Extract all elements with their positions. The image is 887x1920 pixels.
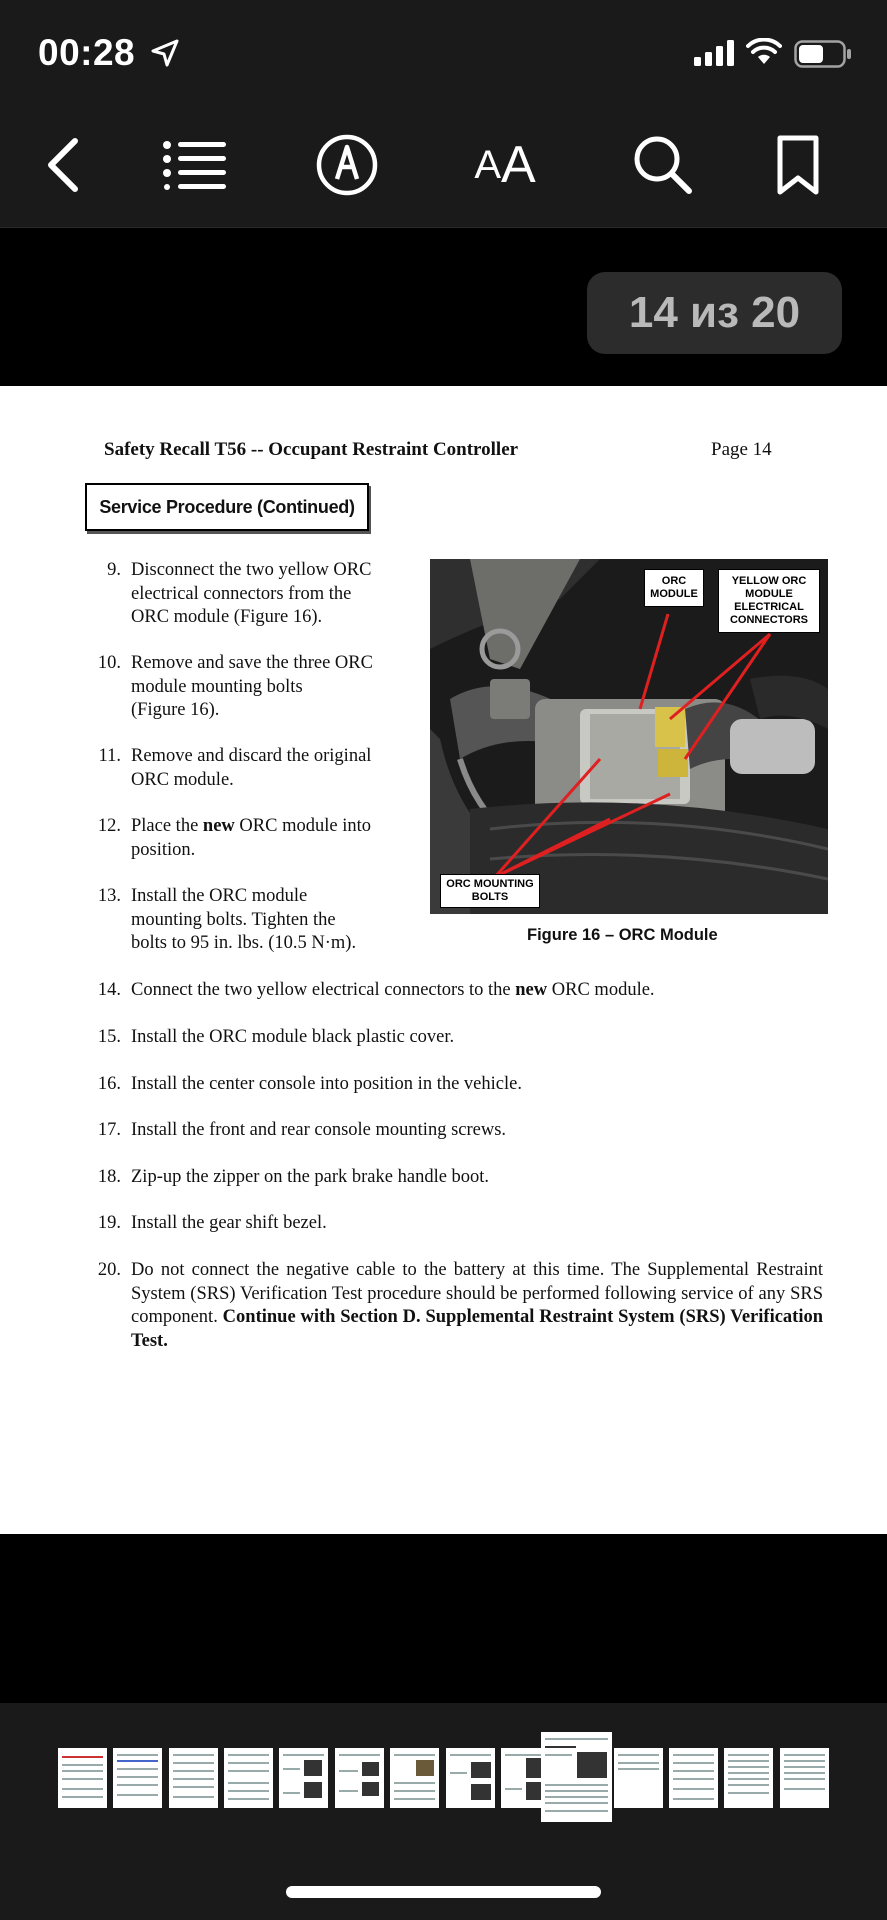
search-button[interactable] bbox=[628, 130, 698, 200]
callout-line: BOLTS bbox=[471, 891, 509, 903]
thumbnail-page-2[interactable] bbox=[113, 1748, 162, 1808]
thumbnail-page-6[interactable] bbox=[335, 1748, 384, 1808]
bookmark-icon bbox=[776, 134, 820, 196]
pen-circle-icon bbox=[315, 133, 379, 197]
step-number: 12. bbox=[97, 816, 121, 836]
step-line: Disconnect the two yellow ORC bbox=[131, 560, 372, 580]
step-number: 9. bbox=[107, 560, 121, 580]
cellular-signal-icon bbox=[694, 40, 736, 66]
step-number: 15. bbox=[97, 1027, 121, 1047]
step-emphasis: new bbox=[202, 816, 235, 836]
callout-line: ELECTRICAL bbox=[734, 601, 804, 613]
thumbnail-page-13[interactable] bbox=[724, 1748, 773, 1808]
step-text: Connect the two yellow electrical connectors to the bbox=[131, 980, 516, 1000]
document-title: Safety Recall T56 -- Occupant Restraint Controller bbox=[104, 439, 519, 460]
step-text: Install the gear shift bezel. bbox=[131, 1213, 327, 1233]
step-number: 20. bbox=[97, 1260, 121, 1280]
step-number: 16. bbox=[97, 1074, 121, 1094]
step-number: 11. bbox=[98, 746, 121, 766]
callout-line: MODULE bbox=[745, 588, 793, 600]
text-size-large-a: A bbox=[501, 136, 536, 194]
step-line: Install the ORC module bbox=[131, 886, 308, 906]
step-line: module mounting bolts bbox=[131, 676, 303, 697]
markup-button[interactable] bbox=[312, 130, 382, 200]
callout-line: YELLOW ORC bbox=[731, 575, 807, 587]
step-line: ORC module. bbox=[131, 769, 234, 790]
home-indicator[interactable] bbox=[286, 1886, 601, 1898]
section-heading-box bbox=[85, 483, 369, 531]
step-line: Remove and discard the original bbox=[131, 746, 372, 766]
callout-connectors bbox=[718, 569, 820, 633]
step-line: mounting bolts. Tighten the bbox=[131, 909, 336, 930]
chevron-left-icon bbox=[43, 135, 83, 195]
step-text: ORC module into bbox=[234, 816, 371, 836]
step-line: ORC module (Figure 16). bbox=[131, 607, 323, 627]
contents-list-button[interactable] bbox=[160, 130, 230, 200]
step-text: Install the ORC module black plastic cover. bbox=[131, 1027, 455, 1047]
step-number: 17. bbox=[97, 1120, 121, 1140]
step-line: position. bbox=[131, 839, 196, 860]
thumbnail-page-1[interactable] bbox=[58, 1748, 107, 1808]
search-icon bbox=[632, 134, 694, 196]
step-text: Install the front and rear console mounting screws. bbox=[131, 1120, 507, 1140]
step-line: bolts to 95 in. lbs. (10.5 N·m). bbox=[131, 933, 357, 953]
step-text: Install the center console into position in the vehicle. bbox=[131, 1074, 522, 1094]
thumbnail-page-current[interactable] bbox=[541, 1732, 612, 1822]
callout-orc-module bbox=[644, 569, 704, 607]
location-arrow-icon bbox=[150, 38, 180, 68]
list-icon bbox=[162, 140, 228, 190]
wifi-icon bbox=[746, 38, 782, 66]
step-number: 14. bbox=[97, 980, 121, 1000]
thumbnail-page-4[interactable] bbox=[224, 1748, 273, 1808]
document-page-number: Page 14 bbox=[711, 439, 772, 460]
text-size-button[interactable] bbox=[465, 130, 545, 200]
back-button[interactable] bbox=[28, 130, 98, 200]
orc-module-photo bbox=[430, 559, 828, 914]
step-number: 10. bbox=[97, 653, 121, 673]
step-text: Place the bbox=[131, 816, 203, 836]
section-heading: Service Procedure (Continued) bbox=[99, 496, 355, 517]
step-number: 13. bbox=[97, 886, 121, 906]
document-page bbox=[0, 386, 887, 1534]
thumbnail-page-14[interactable] bbox=[780, 1748, 829, 1808]
callout-line: MODULE bbox=[650, 588, 698, 600]
step-line: electrical connectors from the bbox=[131, 583, 352, 604]
step-emphasis: new bbox=[515, 980, 548, 1000]
callout-line: ORC MOUNTING bbox=[446, 878, 534, 890]
status-bar bbox=[0, 0, 887, 110]
callout-line: CONNECTORS bbox=[729, 614, 809, 626]
status-time: 00:28 bbox=[38, 32, 136, 73]
thumbnail-page-8[interactable] bbox=[446, 1748, 495, 1808]
page-counter: 14 из 20 bbox=[587, 272, 842, 354]
text-size-small-a: A bbox=[474, 143, 501, 187]
battery-icon bbox=[794, 40, 852, 68]
step-text: Do not connect the negative cable to the battery at this time. The Supplemental Restraint System (SRS) Verification Test procedure should be performed following service of any SRS component. bbox=[131, 1260, 823, 1327]
figure-caption: Figure 16 – ORC Module bbox=[527, 926, 718, 944]
step-number: 19. bbox=[97, 1213, 121, 1233]
step-line: Remove and save the three ORC bbox=[131, 653, 373, 673]
thumbnail-page-7[interactable] bbox=[390, 1748, 439, 1808]
step-text: ORC module. bbox=[547, 980, 655, 1000]
step-line: (Figure 16). bbox=[131, 700, 220, 720]
callout-line: ORC bbox=[661, 575, 687, 587]
thumbnail-page-5[interactable] bbox=[279, 1748, 328, 1808]
callout-mounting-bolts bbox=[440, 874, 540, 908]
step-number: 18. bbox=[97, 1167, 121, 1187]
thumbnail-page-11[interactable] bbox=[614, 1748, 663, 1808]
thumbnail-page-3[interactable] bbox=[169, 1748, 218, 1808]
step-emphasis: Continue with Section D. Supplemental Restraint System (SRS) Verification Test. bbox=[131, 1307, 824, 1351]
step-text: Zip-up the zipper on the park brake handle boot. bbox=[131, 1167, 490, 1187]
bookmark-button[interactable] bbox=[763, 130, 833, 200]
thumbnail-page-12[interactable] bbox=[669, 1748, 718, 1808]
reader-toolbar bbox=[0, 110, 887, 228]
